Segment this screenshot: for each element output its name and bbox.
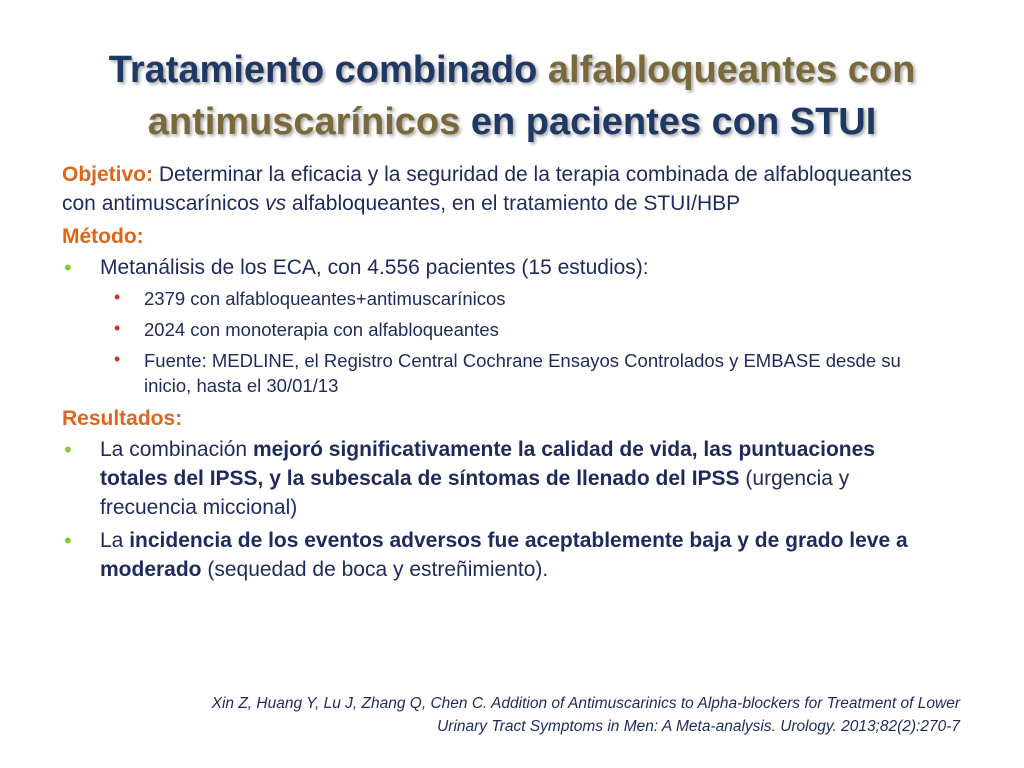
results-2-post: (sequedad de boca y estreñimiento). bbox=[201, 558, 549, 581]
objective-text-after: alfabloqueantes, en el tratamiento de STUI/HBP bbox=[286, 192, 741, 215]
method-subbullet-text: 2379 con alfabloqueantes+antimuscarínicos bbox=[144, 288, 506, 309]
green-bullet-icon: • bbox=[64, 528, 72, 553]
citation-line-1: Xin Z, Huang Y, Lu J, Zhang Q, Chen C. Addition of Antimuscarinics to Alpha-blockers for Treatment of Lower bbox=[211, 695, 960, 712]
citation-line-2: Urinary Tract Symptoms in Men: A Meta-analysis. Urology. 2013;82(2):270-7 bbox=[437, 718, 960, 735]
method-bullet bbox=[62, 253, 942, 282]
results-bullet bbox=[62, 435, 942, 522]
results-1-pre: La combinación bbox=[100, 438, 253, 461]
title-part-3: en pacientes con STUI bbox=[460, 101, 877, 143]
method-subbullet-text: Fuente: MEDLINE, el Registro Central Cochrane Ensayos Controlados y EMBASE desde su inicio, hasta el 30/01/13 bbox=[144, 350, 901, 396]
method-bullet-text: Metanálisis de los ECA, con 4.556 pacientes (15 estudios): bbox=[100, 256, 649, 279]
method-subbullet bbox=[62, 317, 942, 342]
results-1-bold: mejoró significativamente la calidad de vida, las puntuaciones totales del IPSS, y la subescala de síntomas de llenado del IPSS bbox=[100, 438, 875, 490]
objective-paragraph bbox=[62, 160, 942, 218]
green-bullet-icon: • bbox=[64, 255, 72, 280]
results-heading: Resultados: bbox=[62, 407, 183, 430]
results-bullet bbox=[62, 526, 942, 584]
red-bullet-icon: • bbox=[114, 318, 121, 338]
method-subbullet bbox=[62, 348, 942, 398]
slide-title bbox=[60, 44, 964, 148]
red-bullet-icon: • bbox=[114, 349, 121, 369]
title-part-1: Tratamiento combinado bbox=[108, 49, 548, 91]
objective-vs: vs bbox=[265, 192, 287, 215]
objective-label: Objetivo: bbox=[62, 163, 154, 186]
results-2-pre: La bbox=[100, 529, 130, 552]
method-heading: Método: bbox=[62, 225, 144, 248]
method-subbullet bbox=[62, 286, 942, 311]
objective-text-before: Determinar la eficacia y la seguridad de la terapia combinada de alfabloqueantes con antimuscarínicos bbox=[62, 163, 912, 215]
results-2-bold: incidencia de los eventos adversos fue aceptablemente baja y de grado leve a moderado bbox=[100, 529, 908, 581]
title-part-2: alfabloqueantes con antimuscarínicos bbox=[147, 49, 916, 143]
red-bullet-icon: • bbox=[114, 287, 121, 307]
citation bbox=[80, 692, 960, 738]
results-1-post: (urgencia y frecuencia miccional) bbox=[100, 467, 850, 519]
green-bullet-icon: • bbox=[64, 437, 72, 462]
method-subbullet-text: 2024 con monoterapia con alfabloqueantes bbox=[144, 319, 499, 340]
slide-body bbox=[62, 160, 942, 588]
